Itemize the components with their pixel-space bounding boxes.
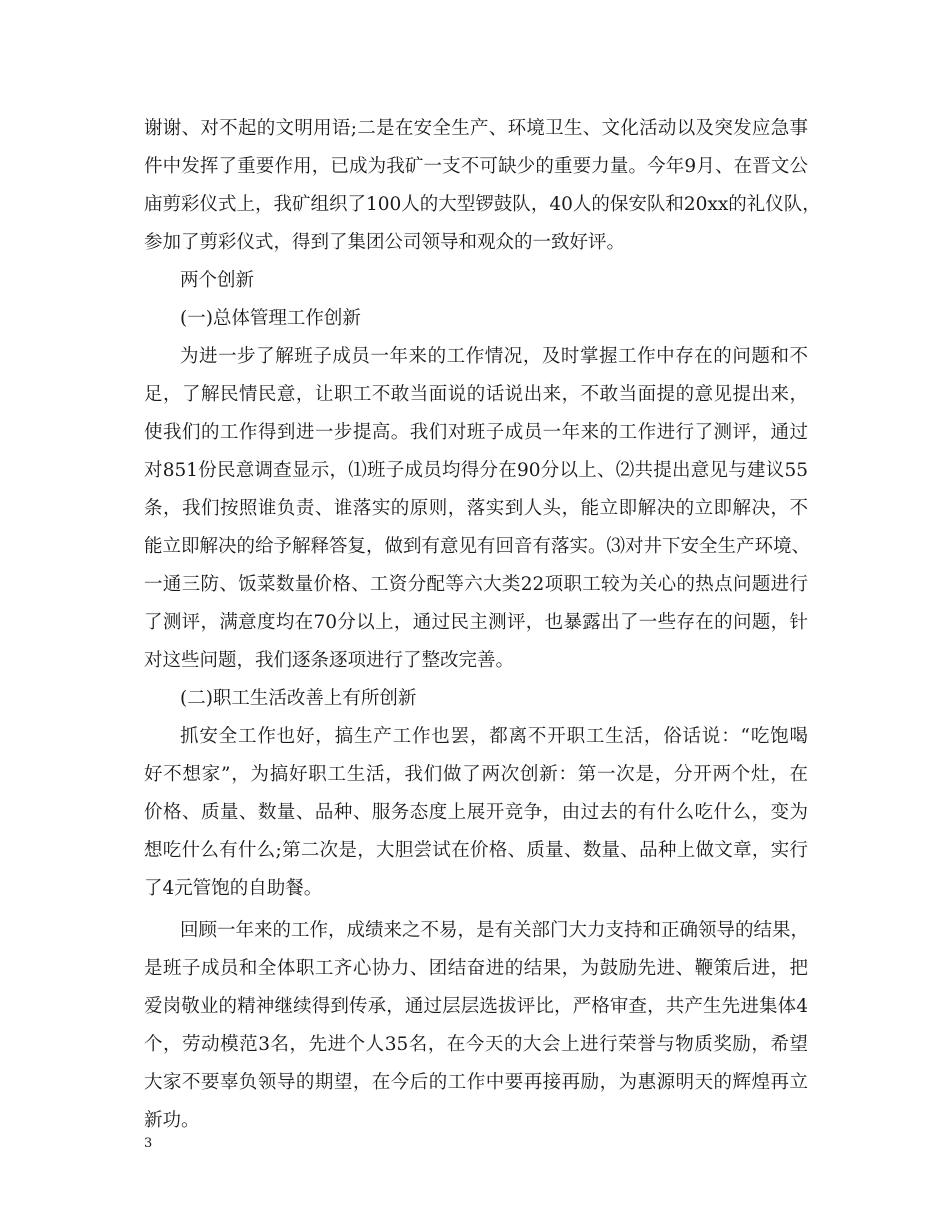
text-line: 一通三防、饭菜数量价格、工资分配等六大类22项职工较为关心的热点问题进行 [144,574,808,595]
heading-text: (一)总体管理工作创新 [180,308,361,329]
text-line: 为进一步了解班子成员一年来的工作情况，及时掌握工作中存在的问题和不 [180,346,808,367]
subsection-heading [144,680,808,718]
heading-text: (二)职工生活改善上有所创新 [180,688,417,709]
text-line: 是班子成员和全体职工齐心协力、团结奋进的结果，为鼓励先进、鞭策后进，把 [144,958,808,979]
page-number: 3 [144,1136,153,1151]
text-line: 回顾一年来的工作，成绩来之不易，是有关部门大力支持和正确领导的结果， [180,920,810,941]
text-line: 条，我们按照谁负责、谁落实的原则，落实到人头，能立即解决的立即解决，不 [144,498,808,519]
text-line: 想吃什么有什么;第二次是，大胆尝试在价格、质量、数量、品种上做文章，实行 [144,840,808,861]
text-line: 使我们的工作得到进一步提高。我们对班子成员一年来的工作进行了测评，通过 [144,422,808,443]
text-line: 对这些问题，我们逐条逐项进行了整改完善。 [144,650,515,671]
text-line: 大家不要辜负领导的期望，在今后的工作中要再接再励，为惠源明天的辉煌再立 [144,1072,808,1093]
text-line: 参加了剪彩仪式，得到了集团公司领导和观众的一致好评。 [144,232,626,253]
document-body [144,110,821,1140]
text-line: 个，劳动模范3名，先进个人35名，在今天的大会上进行荣誉与物质奖励，希望 [144,1034,808,1055]
text-line: 爱岗敬业的精神继续得到传承，通过层层选拔评比，严格审查，共产生先进集体4 [144,996,808,1017]
text-line: 价格、质量、数量、品种、服务态度上展开竞争，由过去的有什么吃什么，变为 [144,802,808,823]
text-line: 新功。 [144,1110,200,1131]
paragraph [144,912,808,1140]
text-line: 足，了解民情民意，让职工不敢当面说的话说出来，不敢当面提的意见提出来， [144,384,808,405]
text-line: 抓安全工作也好，搞生产工作也罢，都离不开职工生活，俗话说：“吃饱喝 [180,726,808,747]
text-line: 谢谢、对不起的文明用语;二是在安全生产、环境卫生、文化活动以及突发应急事 [144,118,808,139]
text-line: 好不想家”，为搞好职工生活，我们做了两次创新：第一次是，分开两个灶，在 [144,764,808,785]
paragraph [144,338,811,680]
text-line: 了测评，满意度均在70分以上，通过民主测评，也暴露出了一些存在的问题，针 [144,612,808,633]
section-heading [144,262,808,300]
text-line: 能立即解决的给予解释答复，做到有意见有回音有落实。⑶对井下安全生产环境、 [144,536,811,557]
heading-text: 两个创新 [180,270,255,291]
paragraph [144,718,808,908]
text-line: 件中发挥了重要作用，已成为我矿一支不可缺少的重要力量。今年9月、在晋文公 [144,156,808,177]
subsection-heading [144,300,808,338]
text-line: 了4元管饱的自助餐。 [144,878,323,899]
text-line: 对851份民意调查显示，⑴班子成员均得分在90分以上、⑵共提出意见与建议55 [144,460,808,481]
text-line: 庙剪彩仪式上，我矿组织了100人的大型锣鼓队，40人的保安队和20xx的礼仪队， [144,194,821,215]
paragraph-continuation [144,110,821,262]
